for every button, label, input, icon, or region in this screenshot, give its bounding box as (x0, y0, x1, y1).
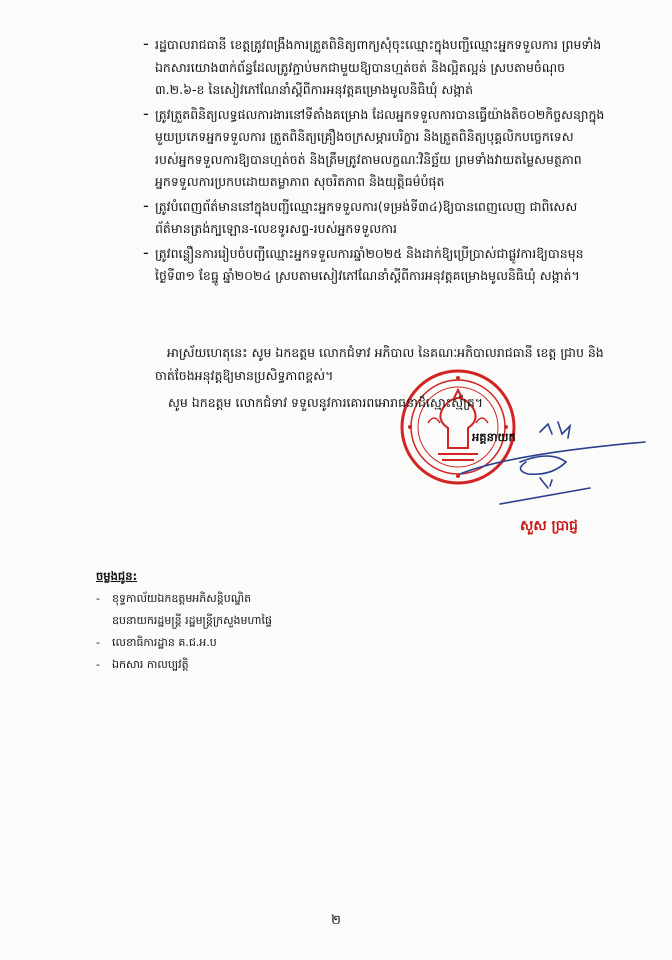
bullet-item (143, 243, 633, 288)
bullet-item (143, 196, 633, 241)
bullet-marker: - (96, 636, 100, 649)
text-line: ត្រូវត្រួតពិនិត្យលទ្ធផលការងារនៅទីតាំងគម្រោង ដែលអ្នកទទួលការបានធ្វើយ៉ាងតិច០២កិច្ចសន្យាក្នុង (155, 106, 605, 122)
text-line: ថ្ងៃទី៣១ ខែធ្នូ ឆ្នាំ២០២៤ ស្របតាមសៀវភៅណែនាំស្តីពីការអនុវត្តគម្រោងមូលនិធិឃុំ សង្កាត់។ (155, 268, 580, 283)
signer-role: អគ្គនាយក (472, 430, 516, 444)
bullet-marker: - (143, 103, 149, 123)
text-line: លេខាធិការដ្ឋាន គ.ជ.អ.ប (112, 636, 217, 649)
text-line: ឯកសារ កាលប្បវត្តិ (112, 658, 189, 671)
text-line: ឧបនាយករដ្ឋមន្ត្រី រដ្ឋមន្ត្រីក្រសួងមហាផ្ទៃ (112, 614, 272, 627)
bullet-marker: - (143, 195, 149, 215)
list-item-continuation (96, 610, 516, 632)
text-line: របស់អ្នកទទួលការឱ្យបានហ្មត់ចត់ និងត្រឹមត្រូវតាមលក្ខណៈវិនិច្ឆ័យ ព្រមទាំងវាយតម្លៃសមត្ថភាព (155, 151, 582, 167)
closing-salutation (168, 392, 483, 415)
text-line: ខុទ្ទកាល័យឯកឧត្តមអភិសន្តិបណ្ឌិត (112, 592, 252, 605)
bullet-marker: - (96, 658, 100, 671)
page-number: ២ (331, 913, 341, 928)
text-line: ៣.២.៦-ខ នៃសៀវភៅណែនាំស្តីពីការអនុវត្តគម្រោងមូលនិធិឃុំ សង្កាត់ (155, 82, 474, 97)
closing-line: សូម ឯកឧត្តម លោកជំទាវ ទទួលនូវការគោរពអោរាធនាដ៏ស្មោះស្ម័គ្រ។ (168, 395, 484, 410)
bullet-item (143, 34, 633, 102)
copy-to-section (96, 566, 516, 676)
copy-to-heading: ចម្លងជូន: (96, 569, 138, 583)
list-item (96, 588, 516, 610)
bullet-list (143, 34, 633, 290)
bullet-marker: - (143, 34, 149, 53)
closing-line: ចាត់ចែងអនុវត្តឱ្យមានប្រសិទ្ធភាពខ្ពស់។ (155, 367, 334, 383)
bullet-item (143, 104, 633, 194)
bullet-marker: - (96, 592, 100, 605)
handwritten-signature (440, 418, 650, 512)
signature-graphic (440, 418, 650, 508)
text-line: ព័ត៌មានត្រង់ក្បឡោន-លេខទូរសព្ទ-របស់អ្នកទទួលការ (155, 221, 397, 236)
closing-paragraph (155, 342, 635, 387)
list-item (96, 654, 516, 676)
list-item (96, 632, 516, 654)
text-line: អ្នកទទួលការប្រកបដោយតម្លាភាព សុចរិតភាព និងយុត្តិធម៌បំផុត (155, 174, 445, 189)
closing-line: អាស្រ័យហេតុនេះ សូម ឯកឧត្តម លោកជំទាវ អភិបាល នៃគណៈអភិបាលរាជធានី ខេត្ត ជ្រាប និង (167, 345, 604, 360)
text-line: ឯកសារយោង៣ក់ព័ន្ធដែលត្រូវភ្ជាប់មកជាមួយឱ្យបានហ្មត់ចត់ និងល្អិតល្អន់ ស្របតាមចំណុច (155, 59, 566, 75)
text-line: ត្រូវបំពេញព័ត៌មាននៅក្នុងបញ្ជីឈ្មោះអ្នកទទួលការ(ទម្រង់ទី៣៤)ឱ្យបានពេញលេញ ជាពិសេស (155, 198, 578, 214)
text-line: ត្រូវពន្លឿនការរៀបចំបញ្ជីឈ្មោះអ្នកទទួលការឆ្នាំ២០២៥ និងដាក់ឱ្យប្រើប្រាស់ជាផ្លូវការឱ្យបានមុន (155, 245, 584, 261)
text-line: មួយប្រភេទអ្នកទទួលការ ត្រួតពិនិត្យគ្រឿងចក្រសម្ភារបរិក្ខារ និងត្រួតពិនិត្យបុគ្គលិកបច្ចេកទេស (155, 129, 574, 144)
signer-name: សួស ប្រាជ្ញ (520, 518, 578, 534)
bullet-marker: - (143, 242, 149, 262)
text-line: រដ្ឋបាលរាជធានី ខេត្តត្រូវពង្រឹងការត្រួតពិនិត្យពាក្យសុំចុះឈ្មោះក្នុងបញ្ជីឈ្មោះអ្នកទទួលការ ព្រមទាំង (155, 37, 602, 52)
